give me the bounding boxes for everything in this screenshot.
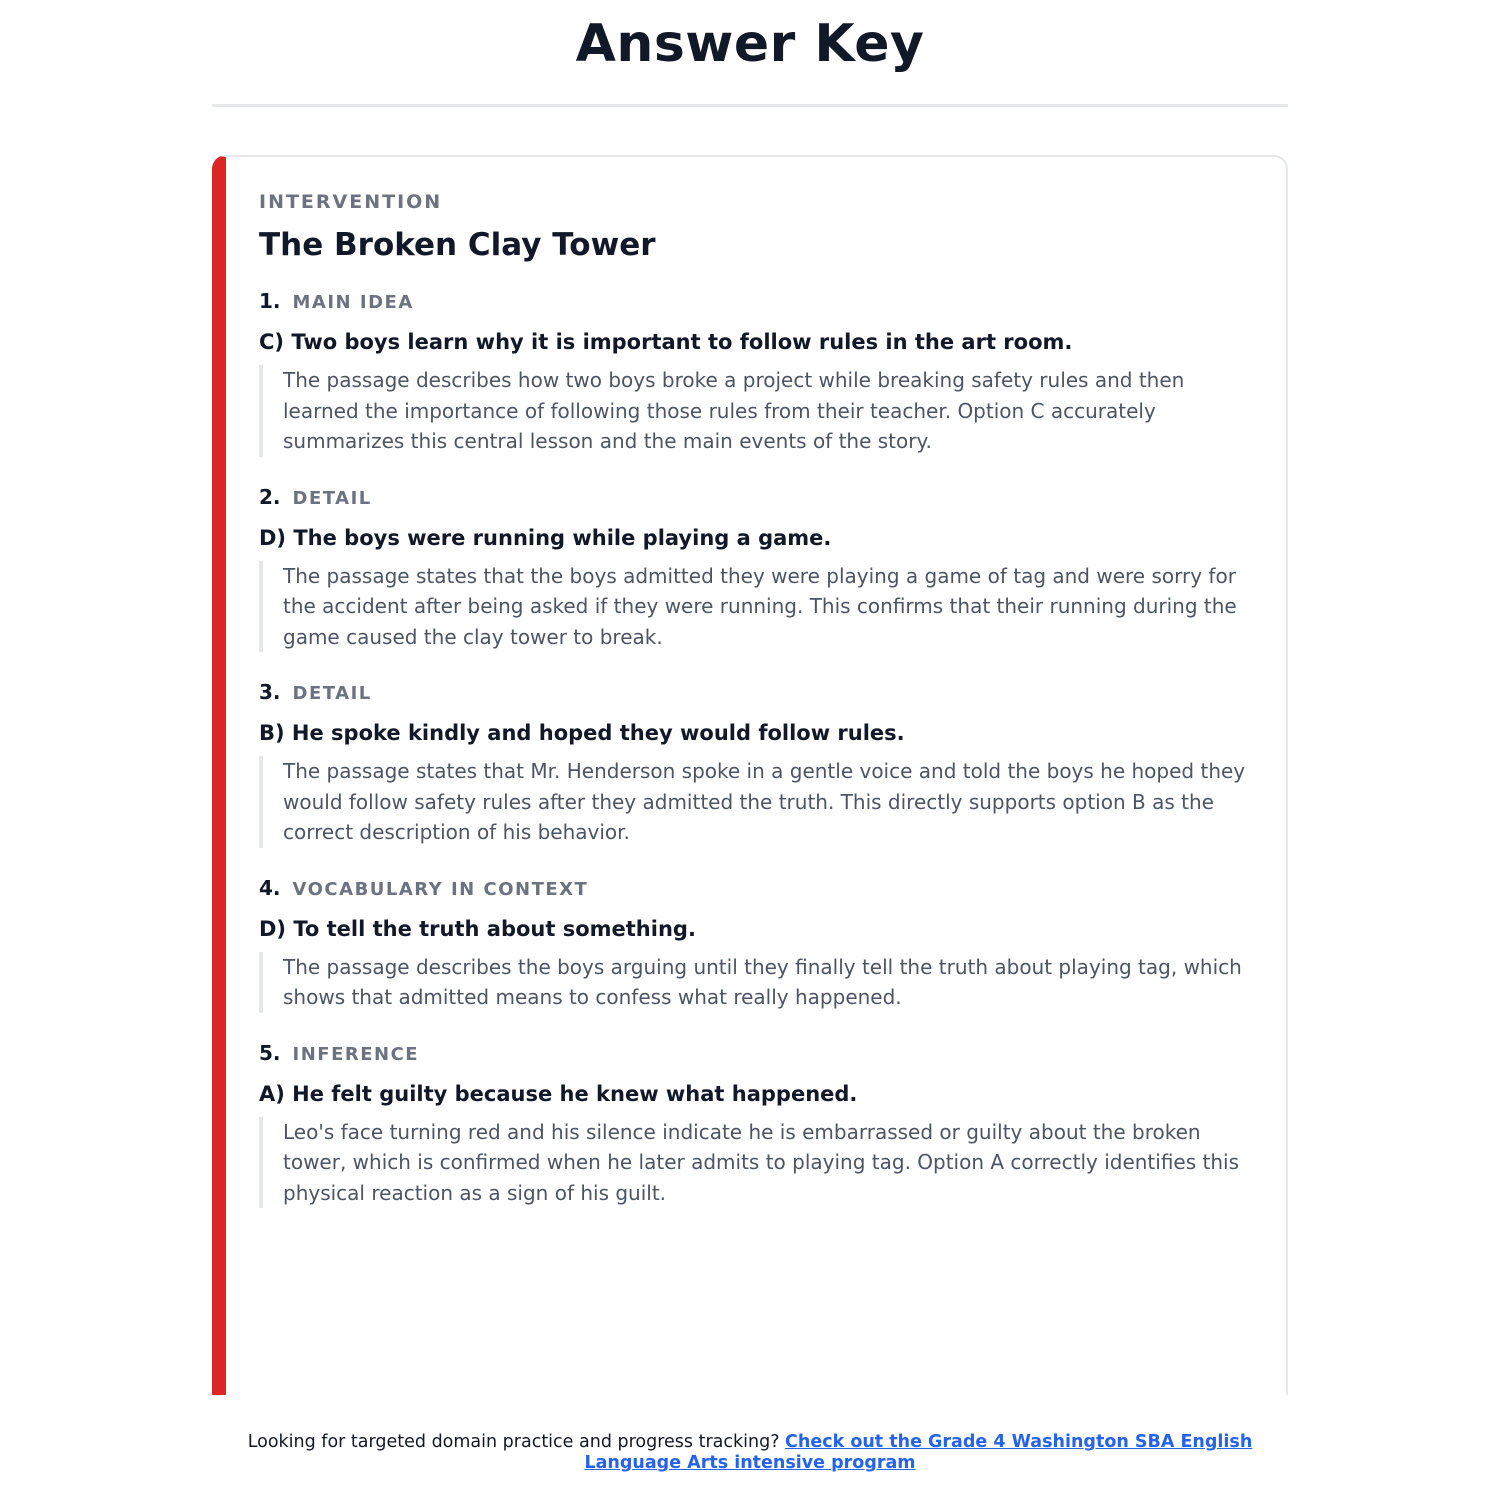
question-header	[259, 287, 1286, 317]
question-item	[259, 287, 1286, 457]
title-divider	[212, 104, 1288, 107]
question-type: INFERENCE	[292, 1043, 420, 1065]
footer-text: Looking for targeted domain practice and progress tracking?	[247, 1432, 786, 1452]
question-answer: A) He felt guilty because he knew what happened.	[259, 1081, 858, 1106]
answer-key-card	[212, 155, 1288, 1395]
question-number: 1.	[259, 289, 281, 313]
question-type: DETAIL	[292, 487, 372, 509]
question-explanation: The passage states that the boys admitted they were playing a game of tag and were sorry for the accident after being asked if they were running. This confirms that their running during the game caused the clay tower to break.	[259, 561, 1259, 653]
footer	[212, 1432, 1288, 1474]
section-label: INTERVENTION	[259, 191, 443, 213]
question-header	[259, 483, 1286, 513]
question-explanation: Leo's face turning red and his silence indicate he is embarrassed or guilty about the broken tower, which is confirmed when he later admits to playing tag. Option A correctly identifies this physical reaction as a sign of his guilt.	[259, 1117, 1259, 1209]
question-explanation: The passage states that Mr. Henderson spoke in a gentle voice and told the boys he hoped they would follow safety rules after they admitted the truth. This directly supports option B as the correct description of his behavior.	[259, 756, 1259, 848]
question-item	[259, 483, 1286, 653]
question-type: VOCABULARY IN CONTEXT	[292, 878, 589, 900]
question-header	[259, 678, 1286, 708]
question-number: 4.	[259, 875, 281, 900]
question-number: 2.	[259, 484, 281, 509]
question-answer: D) The boys were running while playing a game.	[259, 525, 832, 550]
question-item	[259, 678, 1286, 848]
question-answer: C) Two boys learn why it is important to follow rules in the art room.	[259, 330, 1073, 354]
question-item	[259, 1039, 1286, 1209]
question-answer: B) He spoke kindly and hoped they would follow rules.	[259, 721, 905, 745]
question-header	[259, 1039, 1286, 1069]
program-link[interactable]: Check out the Grade 4 Washington SBA English Language Arts intensive program	[584, 1432, 1253, 1473]
question-number: 5.	[259, 1040, 281, 1065]
question-explanation: The passage describes how two boys broke a project while breaking safety rules and then learned the importance of following those rules from their teacher. Option C accurately summarizes this central lesson and the main events of the story.	[259, 365, 1259, 457]
question-type: DETAIL	[292, 683, 372, 704]
passage-title: The Broken Clay Tower	[259, 227, 656, 263]
question-number: 3.	[259, 680, 281, 704]
question-list	[259, 287, 1286, 1208]
question-type: MAIN IDEA	[292, 292, 414, 313]
question-header	[259, 874, 1286, 904]
question-item	[259, 874, 1286, 1013]
page-title: Answer Key	[575, 14, 925, 74]
question-explanation: The passage describes the boys arguing until they finally tell the truth about playing tag, which shows that admitted means to confess what really happened.	[259, 952, 1259, 1013]
question-answer: D) To tell the truth about something.	[259, 916, 696, 941]
